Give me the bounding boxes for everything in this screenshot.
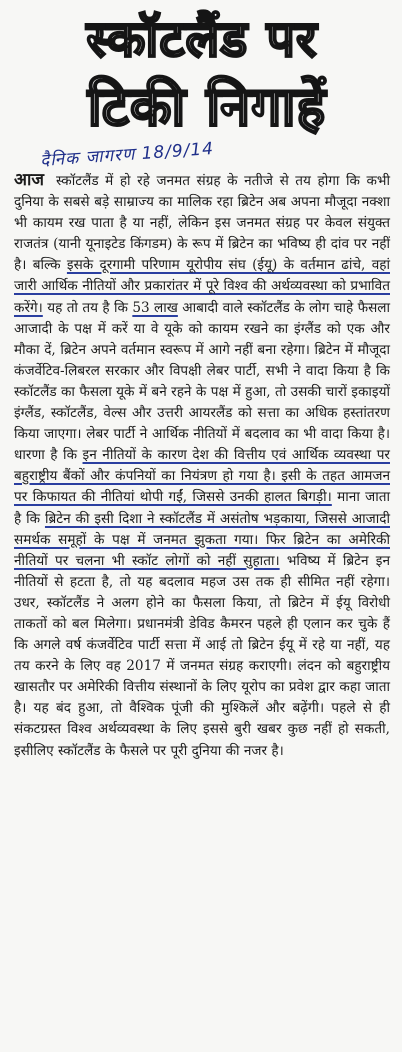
body-segment: आबादी वाले स्कॉटलैंड के लोग चाहे फैसला आजादी के पक्ष में करें या वे यूके को कायम रखने का इंग्लैंड को एक और मौका दें, ब्रिटेन अपने वर्तमान स्वरूप में आगे नहीं बना रहेगा। ब्रिटेन में मौजूदा कंजर्वेटिव-लिबरल सरकार और विपक्षी लेबर पार्टी, सभी ने वादा किया है कि स्कॉटलैंड का फैसला यूके में बने रहने के पक्ष में हुआ, तो उसकी चारों इकाइयों इंग्लैंड, स्कॉटलैंड, वेल्स और उत्तरी आयरलैंड को सत्ता का अधिक हस्तांतरण किया जाएगा। लेबर पार्टी ने आर्थिक नीतियों में बदलाव का भी वादा किया है। धारणा है कि: [14, 299, 390, 464]
dateline: आज: [14, 170, 44, 190]
handwritten-date-note: दैनिक जागरण 18/9/14: [39, 138, 215, 172]
headline-line-1: स्कॉटलैंड पर: [86, 10, 318, 68]
pen-underlined-text: इसके दूरगामी परिणाम यूरोपीय संघ (ईयू) के वर्तमान ढांचे, वहां जारी आर्थिक नीतियों और प्रकारांतर में पूरे विश्व की अर्थव्यवस्था को प्रभावित करेंगे।: [14, 257, 390, 316]
pen-underlined-text: इन नीतियों के कारण देश की वित्तीय एवं आर्थिक व्यवस्था पर बहुराष्ट्रीय बैंकों और कंपनियों का नियंत्रण हो गया है। इसी के तहत आमजन पर किफायत की नीतियां थोपी गईं, जिससे उनकी हालत बिगड़ी।: [14, 447, 390, 506]
headline-line-2: टिकी निगाहें: [87, 75, 327, 138]
body-segment: भविष्य में ब्रिटेन इन नीतियों से हटता है, तो यह बदलाव महज उस तक ही सीमित नहीं रहेगा। उधर, स्कॉटलैंड ने अलग होने का फैसला किया, तो ब्रिटेन में ईयू विरोधी ताकतों को बल मिलेगा। प्रधानमंत्री डेविड कैमरन पहले ही एलान कर चुके हैं कि अगले वर्ष कंजर्वेटिव पार्टी सत्ता में आई तो ब्रिटेन ईयू में रहे या नहीं, यह तय करने के लिए वह 2017 में जनमत संग्रह कराएगी। लंदन को बहुराष्ट्रीय खासतौर पर अमेरिकी वित्तीय संस्थानों के लिए यूरोप का प्रवेश द्वार कहा जाता है। यह बंद हुआ, तो वैश्विक पूंजी की मुश्किलें और बढ़ेंगी। पहले से ही संकटग्रस्त विश्व अर्थव्यवस्था के लिए इससे बुरी खबर कुछ नहीं हो सकती, इसीलिए स्कॉटलैंड के फैसले पर पूरी दुनिया की नजर है।: [14, 552, 390, 759]
headline: [14, 6, 390, 142]
body-segment: स्कॉटलैंड में हो रहे जनमत संग्रह के नतीजे से तय होगा कि कभी दुनिया के सबसे बड़े साम्राज्य का मालिक रहा ब्रिटेन अब अपना मौजूदा नक्शा भी कायम रख पाता है या नहीं, लेकिन इस जनमत संग्रह पर केवल संयुक्त राजतंत्र (यानी यूनाइटेड किंगडम) के रूप में ब्रिटेन का भविष्य ही दांव पर नहीं है। बल्कि: [14, 173, 390, 274]
body-segment: माना जाता है कि: [14, 489, 391, 527]
body-segment: यह तो तय है कि: [42, 299, 133, 316]
article-body: [14, 170, 390, 762]
pen-underlined-text: ब्रिटेन की इसी दिशा ने स्कॉटलैंड में असंतोष भड़काया, जिससे आजादी समर्थक समूहों के पक्ष में जनमत झुकता गया। फिर ब्रिटेन का अमेरिकी नीतियों पर चलना भी स्कॉट लोगों को नहीं सुहाता।: [14, 510, 390, 569]
pen-underlined-text: 53 लाख: [132, 299, 178, 316]
